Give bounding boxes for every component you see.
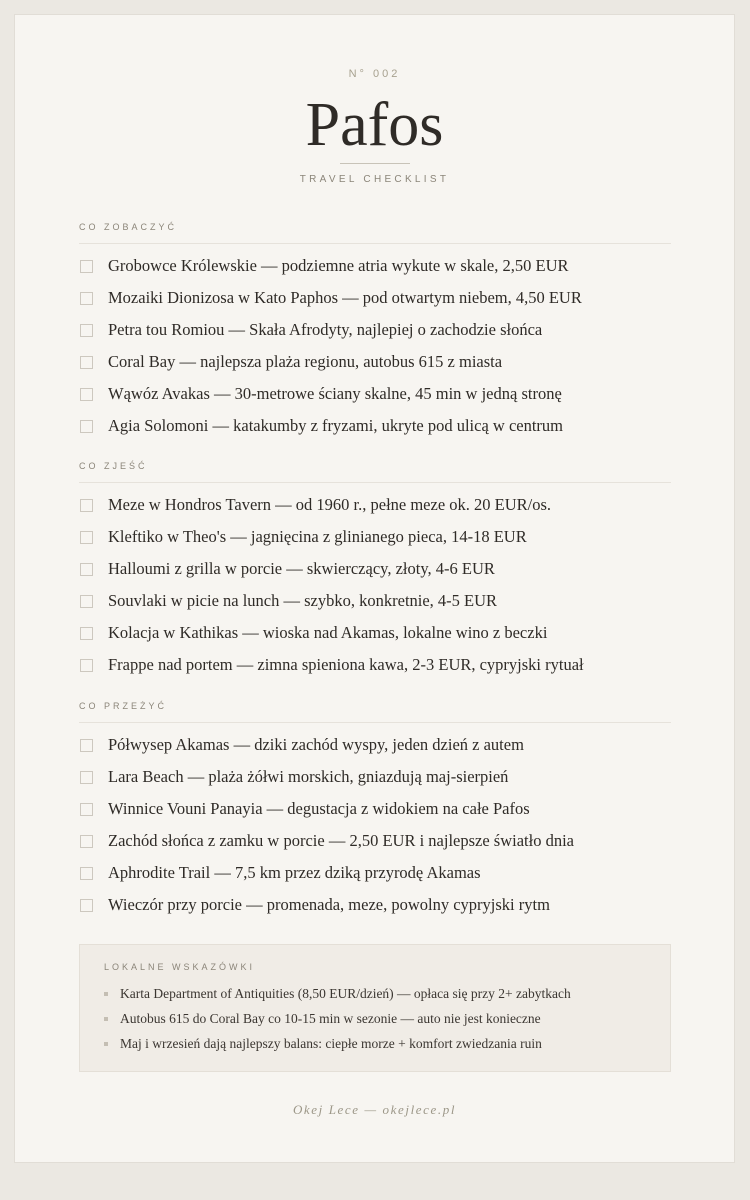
item-label: Kolacja w Kathikas — wioska nad Akamas, lokalne wino z beczki	[108, 623, 548, 642]
bullet-icon	[104, 1042, 108, 1046]
checklist-eat	[79, 489, 679, 681]
item-label: Kleftiko w Theo's — jagnięcina z glinianego pieca, 14-18 EUR	[108, 527, 527, 546]
bullet-icon	[104, 992, 108, 996]
checklist-experience	[79, 729, 679, 921]
item-label: Halloumi z grilla w porcie — skwierczący, złoty, 4-6 EUR	[108, 559, 495, 578]
checkbox[interactable]	[80, 388, 93, 401]
item-label: Lara Beach — plaża żółwi morskich, gniazdują maj-sierpień	[108, 767, 509, 786]
checkbox[interactable]	[80, 499, 93, 512]
checkbox[interactable]	[80, 420, 93, 433]
issue-number: N° 002	[348, 68, 401, 80]
item-label: Aphrodite Trail — 7,5 km przez dziką przyrodę Akamas	[108, 863, 481, 882]
tip-item	[104, 981, 664, 1006]
checklist-card	[14, 14, 735, 1163]
item-label: Meze w Hondros Tavern — od 1960 r., pełne meze ok. 20 EUR/os.	[108, 495, 552, 514]
tips-heading: LOKALNE WSKAZÓWKI	[104, 962, 256, 972]
section-heading-eat: CO ZJEŚĆ	[79, 458, 671, 483]
checklist-item[interactable]	[79, 314, 679, 346]
checklist-item[interactable]	[79, 585, 679, 617]
section-heading-see: CO ZOBACZYĆ	[79, 219, 671, 244]
checklist-item[interactable]	[79, 282, 679, 314]
local-tips-box	[79, 944, 671, 1072]
checklist-item[interactable]	[79, 889, 679, 921]
checklist-item[interactable]	[79, 729, 679, 761]
checklist-item[interactable]	[79, 761, 679, 793]
item-label: Półwysep Akamas — dziki zachód wyspy, jeden dzień z autem	[108, 735, 524, 754]
checkbox[interactable]	[80, 771, 93, 784]
checklist-item[interactable]	[79, 410, 679, 442]
item-label: Winnice Vouni Panayia — degustacja z widokiem na całe Pafos	[108, 799, 530, 818]
section-heading-experience: CO PRZEŻYĆ	[79, 698, 671, 723]
checkbox[interactable]	[80, 324, 93, 337]
item-label: Frappe nad portem — zimna spieniona kawa, 2-3 EUR, cypryjski rytuał	[108, 655, 584, 674]
checkbox[interactable]	[80, 627, 93, 640]
checkbox[interactable]	[80, 835, 93, 848]
checkbox[interactable]	[80, 292, 93, 305]
checklist-item[interactable]	[79, 489, 679, 521]
checklist-item[interactable]	[79, 825, 679, 857]
checkbox[interactable]	[80, 595, 93, 608]
checkbox[interactable]	[80, 739, 93, 752]
item-label: Zachód słońca z zamku w porcie — 2,50 EUR i najlepsze światło dnia	[108, 831, 574, 850]
tip-text: Maj i wrzesień dają najlepszy balans: ciepłe morze + komfort zwiedzania ruin	[120, 1035, 542, 1051]
item-label: Petra tou Romiou — Skała Afrodyty, najlepiej o zachodzie słońca	[108, 320, 543, 339]
footer-credit: Okej Lece — okejlece.pl	[292, 1102, 457, 1117]
checklist-see	[79, 250, 679, 442]
checklist-item[interactable]	[79, 857, 679, 889]
item-label: Agia Solomoni — katakumby z fryzami, ukryte pod ulicą w centrum	[108, 416, 564, 435]
item-label: Grobowce Królewskie — podziemne atria wykute w skale, 2,50 EUR	[108, 256, 569, 275]
checkbox[interactable]	[80, 356, 93, 369]
checklist-item[interactable]	[79, 346, 679, 378]
tip-item	[104, 1031, 664, 1056]
checkbox[interactable]	[80, 531, 93, 544]
title-divider	[340, 163, 410, 164]
checkbox[interactable]	[80, 260, 93, 273]
tip-item	[104, 1006, 664, 1031]
checklist-item[interactable]	[79, 553, 679, 585]
item-label: Souvlaki w picie na lunch — szybko, konkretnie, 4-5 EUR	[108, 591, 498, 610]
tips-list	[104, 981, 664, 1056]
checklist-item[interactable]	[79, 649, 679, 681]
checklist-item[interactable]	[79, 378, 679, 410]
checkbox[interactable]	[80, 867, 93, 880]
tip-text: Autobus 615 do Coral Bay co 10-15 min w sezonie — auto nie jest konieczne	[120, 1010, 541, 1026]
checklist-item[interactable]	[79, 617, 679, 649]
item-label: Wieczór przy porcie — promenada, meze, powolny cypryjski rytm	[108, 895, 550, 914]
item-label: Wąwóz Avakas — 30-metrowe ściany skalne, 45 min w jedną stronę	[108, 384, 562, 403]
page-title: Pafos	[305, 91, 444, 159]
checklist-item[interactable]	[79, 250, 679, 282]
checklist-item[interactable]	[79, 793, 679, 825]
page-subtitle: TRAVEL CHECKLIST	[299, 174, 450, 185]
item-label: Mozaiki Dionizosa w Kato Paphos — pod otwartym niebem, 4,50 EUR	[108, 288, 582, 307]
checkbox[interactable]	[80, 659, 93, 672]
tip-text: Karta Department of Antiquities (8,50 EUR/dzień) — opłaca się przy 2+ zabytkach	[120, 985, 571, 1001]
checkbox[interactable]	[80, 563, 93, 576]
checkbox[interactable]	[80, 803, 93, 816]
item-label: Coral Bay — najlepsza plaża regionu, autobus 615 z miasta	[108, 352, 503, 371]
checklist-item[interactable]	[79, 521, 679, 553]
checkbox[interactable]	[80, 899, 93, 912]
bullet-icon	[104, 1017, 108, 1021]
